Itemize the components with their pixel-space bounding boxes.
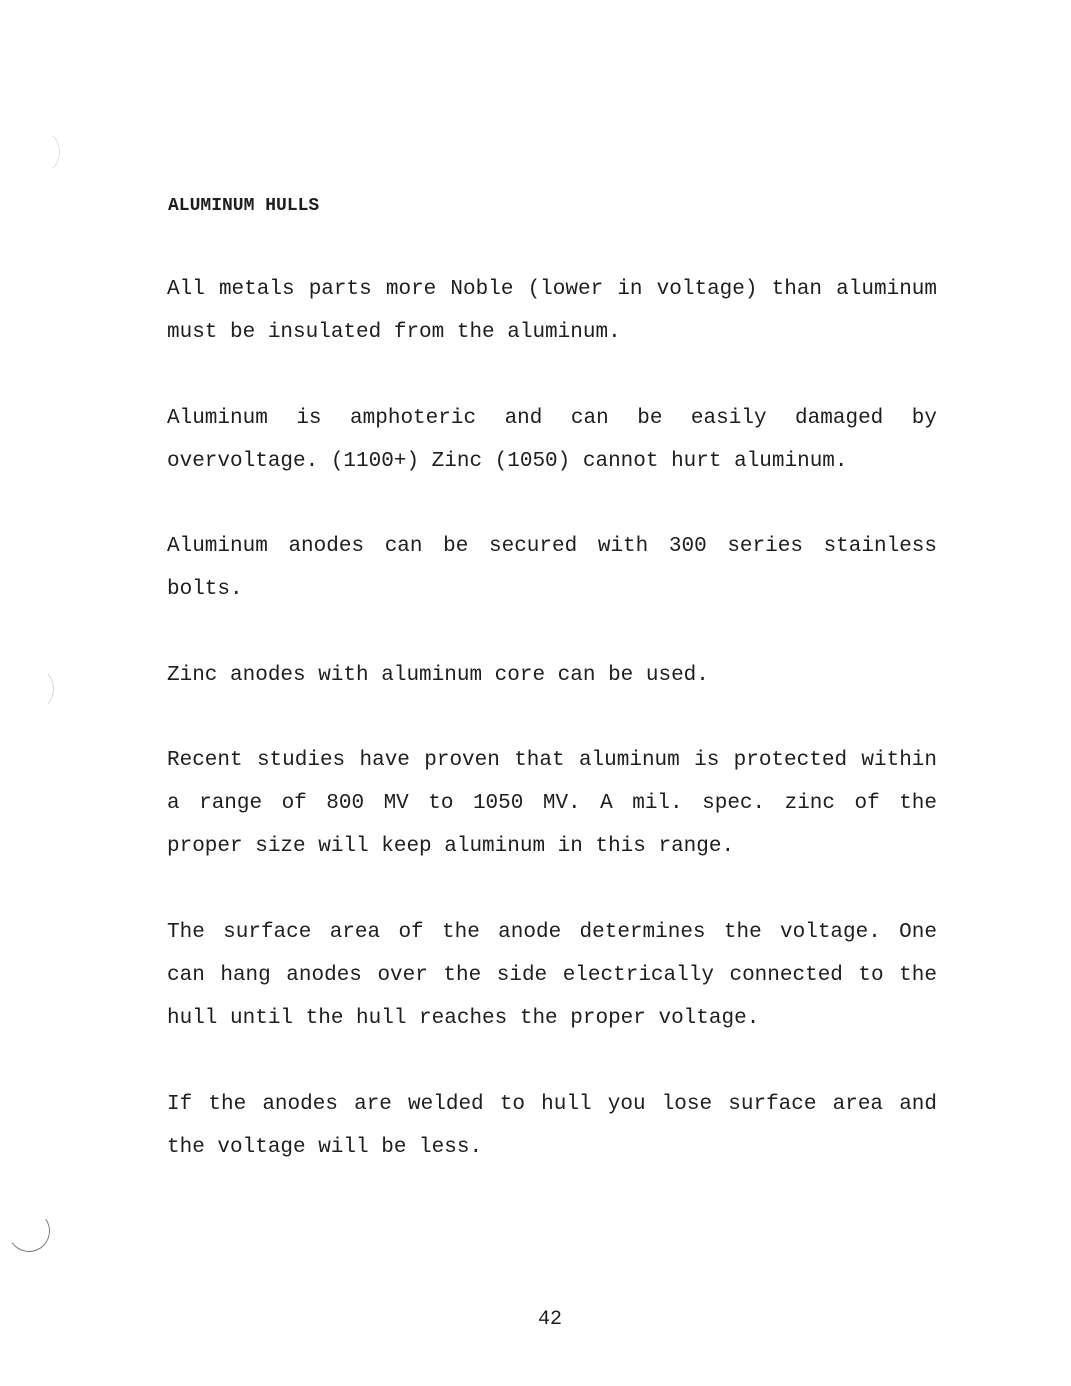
paragraph [167, 1083, 937, 1169]
paragraph [167, 525, 937, 611]
paragraph-line: Aluminum is amphoteric and can be easily damaged by [167, 407, 937, 430]
paragraph-line: overvoltage. (1100+) Zinc (1050) cannot hurt aluminum. [167, 450, 848, 473]
punch-hole-mark [18, 668, 54, 710]
paragraph-line: can hang anodes over the side electrically connected to the [167, 964, 937, 987]
paragraph-line: Zinc anodes with aluminum core can be used. [167, 664, 709, 687]
paragraph-line: If the anodes are welded to hull you lose surface area and [167, 1093, 937, 1116]
paragraph-line: proper size will keep aluminum in this range. [167, 835, 735, 858]
punch-hole-mark [12, 128, 60, 176]
paragraph-line: All metals parts more Noble (lower in voltage) than aluminum [167, 278, 937, 301]
paragraph [167, 268, 937, 354]
paragraph-line: bolts. [167, 578, 243, 601]
paragraph [167, 739, 937, 868]
paragraph-line: the voltage will be less. [167, 1136, 483, 1159]
paragraph [167, 397, 937, 483]
paragraph-line: Recent studies have proven that aluminum is protected within [167, 749, 937, 772]
section-heading: ALUMINUM HULLS [168, 196, 320, 216]
paragraph-line: hull until the hull reaches the proper voltage. [167, 1007, 760, 1030]
punch-hole-mark [5, 1207, 54, 1256]
paragraph-line: The surface area of the anode determines the voltage. One [167, 921, 937, 944]
paragraph [167, 911, 937, 1040]
paragraph-line: a range of 800 MV to 1050 MV. A mil. spec. zinc of the [167, 792, 937, 815]
paragraph-line: must be insulated from the aluminum. [167, 321, 621, 344]
page-number: 42 [538, 1308, 563, 1331]
paragraph-line: Aluminum anodes can be secured with 300 series stainless [167, 535, 937, 558]
paragraph [167, 654, 937, 697]
